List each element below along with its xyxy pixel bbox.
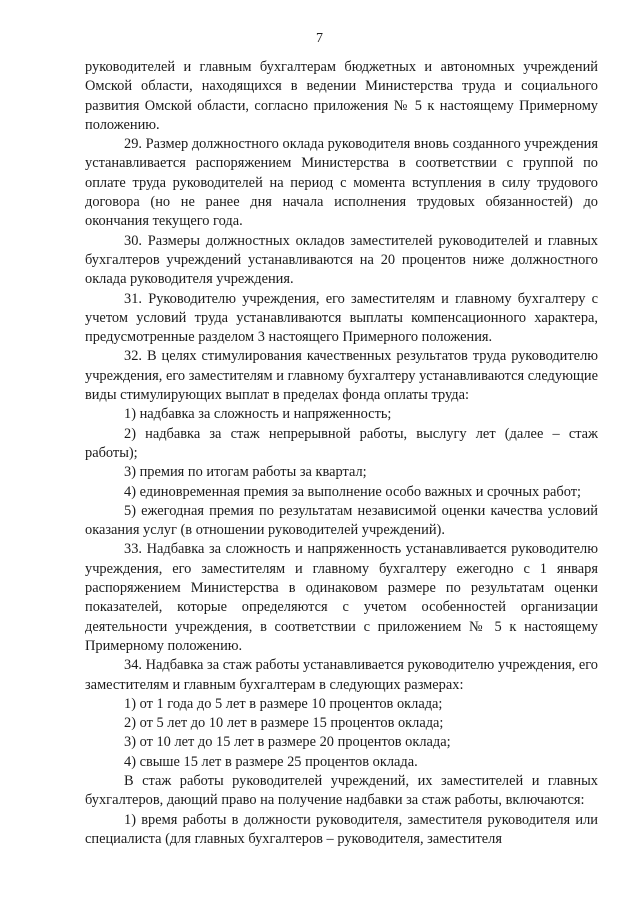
paragraph: 1) надбавка за сложность и напряженность; <box>124 406 392 423</box>
paragraph: 5) ежегодная премия по результатам независимой оценки качества условий оказания услуг (в отношении руководителей учреждений). <box>85 502 598 539</box>
paragraph: 2) от 5 лет до 10 лет в размере 15 процентов оклада; <box>124 715 444 732</box>
paragraph: 32. В целях стимулирования качественных результатов труда руководителю учреждения, его заместителям и главному бухгалтеру устанавливаются следующие виды стимулирующих выплат в пределах фонда оплаты труда: <box>85 348 598 404</box>
paragraph: руководителей и главным бухгалтерам бюджетных и автономных учреждений Омской области, находящихся в ведении Министерства труда и социального развития Омской области, согласно приложения № 5 к настоящему Примерному положению. <box>85 59 598 133</box>
paragraph: 34. Надбавка за стаж работы устанавливается руководителю учреждения, его заместителям и главным бухгалтерам в следующих размерах: <box>85 657 598 693</box>
paragraph: В стаж работы руководителей учреждений, их заместителей и главных бухгалтеров, дающий право на получение надбавки за стаж работы, включаются: <box>85 772 598 809</box>
paragraph: 33. Надбавка за сложность и напряженность устанавливается руководителю учреждения, его заместителям и главному бухгалтеру ежегодно с 1 января распоряжением Министерства в одинаковом размере по результатам оценки показателей, которые определяются с учетом особенностей организации деятельности учреждения, в соответствии с приложением № 5 к настоящему Примерному положению. <box>85 541 598 654</box>
paragraph: 4) единовременная премия за выполнение особо важных и срочных работ; <box>124 483 582 500</box>
paragraph: 31. Руководителю учреждения, его заместителям и главному бухгалтеру с учетом условий труда устанавливаются выплаты компенсационного характера, предусмотренные разделом 3 настоящего Примерного положения. <box>85 290 598 346</box>
document-body <box>85 58 598 849</box>
paragraph: 4) свыше 15 лет в размере 25 процентов оклада. <box>124 753 418 770</box>
paragraph: 1) время работы в должности руководителя, заместителя руководителя или специалиста (для главных бухгалтеров – руководителя, заместителя <box>85 811 598 847</box>
paragraph: 30. Размеры должностных окладов заместителей руководителей и главных бухгалтеров учреждений устанавливаются на 20 процентов ниже должностного оклада руководителя учреждения. <box>85 232 598 288</box>
paragraph: 3) премия по итогам работы за квартал; <box>124 464 367 481</box>
paragraph: 1) от 1 года до 5 лет в размере 10 процентов оклада; <box>124 695 443 712</box>
paragraph: 2) надбавка за стаж непрерывной работы, выслугу лет (далее – стаж работы); <box>85 425 598 461</box>
paragraph: 29. Размер должностного оклада руководителя вновь созданного учреждения устанавливается распоряжением Министерства в соответствии с группой по оплате труда руководителей на период с момента вступления в силу трудового договора (но не ранее дня начала исполнения трудовых обязанностей) до окончания текущего года. <box>85 136 598 230</box>
page-number: 7 <box>316 31 323 46</box>
paragraph: 3) от 10 лет до 15 лет в размере 20 процентов оклада; <box>124 734 451 751</box>
